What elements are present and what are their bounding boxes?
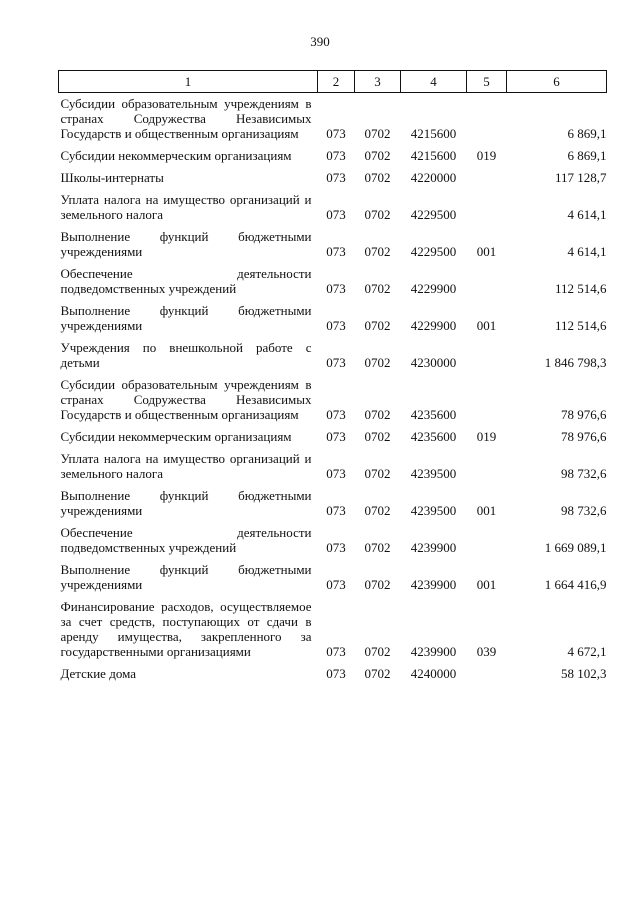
row-name: Выполнение функций бюджетными учреждениями <box>60 562 312 592</box>
article-code: 4239900 <box>410 540 457 555</box>
header-row <box>59 71 607 93</box>
column-header-5: 5 <box>467 71 507 93</box>
section-code: 0702 <box>364 126 391 141</box>
ministry-code: 073 <box>326 429 346 444</box>
row-name: Выполнение функций бюджетными учреждениями <box>60 303 312 333</box>
amount: 58 102,3 <box>561 666 607 681</box>
ministry-code: 073 <box>326 466 346 481</box>
article-code: 4229900 <box>410 318 457 333</box>
ministry-code: 073 <box>326 540 346 555</box>
section-code: 0702 <box>364 244 391 259</box>
expense-type-code <box>467 189 507 226</box>
ministry-code: 073 <box>326 355 346 370</box>
ministry-code: 073 <box>326 170 346 185</box>
row-name: Обеспечение деятельности подведомственных учреждений <box>60 266 312 296</box>
article-code: 4240000 <box>410 666 457 681</box>
article-code: 4229500 <box>410 244 457 259</box>
ministry-code: 073 <box>326 577 346 592</box>
amount: 4 672,1 <box>567 644 607 659</box>
article-code: 4239900 <box>410 644 457 659</box>
expense-type-code: 001 <box>476 577 497 592</box>
amount: 4 614,1 <box>567 207 607 222</box>
budget-table <box>58 70 607 685</box>
column-header-1: 1 <box>59 71 318 93</box>
column-header-2: 2 <box>318 71 355 93</box>
row-name: Выполнение функций бюджетными учреждениями <box>60 488 312 518</box>
section-code: 0702 <box>364 318 391 333</box>
article-code: 4215600 <box>410 148 457 163</box>
expense-type-code: 001 <box>476 244 497 259</box>
column-header-3: 3 <box>355 71 401 93</box>
article-code: 4239900 <box>410 577 457 592</box>
table-row <box>59 448 607 485</box>
expense-type-code: 019 <box>476 148 497 163</box>
section-code: 0702 <box>364 207 391 222</box>
amount: 78 976,6 <box>561 429 607 444</box>
table-row <box>59 522 607 559</box>
row-name: Уплата налога на имущество организаций и земельного налога <box>60 192 312 222</box>
ministry-code: 073 <box>326 666 346 681</box>
table-row <box>59 426 607 448</box>
amount: 6 869,1 <box>567 126 607 141</box>
row-name: Школы-интернаты <box>60 170 164 185</box>
expense-type-code: 019 <box>476 429 497 444</box>
table-row <box>59 596 607 663</box>
expense-type-code: 001 <box>476 503 497 518</box>
article-code: 4220000 <box>410 170 457 185</box>
row-name: Уплата налога на имущество организаций и земельного налога <box>60 451 312 481</box>
section-code: 0702 <box>364 466 391 481</box>
expense-type-code <box>467 263 507 300</box>
article-code: 4239500 <box>410 466 457 481</box>
page-number: 390 <box>310 34 330 49</box>
article-code: 4215600 <box>410 126 457 141</box>
table-row <box>59 263 607 300</box>
ministry-code: 073 <box>326 281 346 296</box>
row-name: Обеспечение деятельности подведомственных учреждений <box>60 525 312 555</box>
amount: 112 514,6 <box>554 318 607 333</box>
amount: 112 514,6 <box>554 281 607 296</box>
section-code: 0702 <box>364 429 391 444</box>
section-code: 0702 <box>364 355 391 370</box>
table-row <box>59 663 607 685</box>
table-row <box>59 559 607 596</box>
column-header-4: 4 <box>401 71 467 93</box>
table-row <box>59 300 607 337</box>
ministry-code: 073 <box>326 503 346 518</box>
amount: 78 976,6 <box>561 407 607 422</box>
table-row <box>59 374 607 426</box>
table-row <box>59 337 607 374</box>
expense-type-code: 039 <box>476 644 497 659</box>
section-code: 0702 <box>364 666 391 681</box>
row-name: Субсидии некоммерческим организациям <box>60 148 292 163</box>
ministry-code: 073 <box>326 148 346 163</box>
ministry-code: 073 <box>326 318 346 333</box>
amount: 4 614,1 <box>567 244 607 259</box>
ministry-code: 073 <box>326 244 346 259</box>
section-code: 0702 <box>364 644 391 659</box>
expense-type-code <box>467 374 507 426</box>
section-code: 0702 <box>364 540 391 555</box>
section-code: 0702 <box>364 281 391 296</box>
table-row <box>59 167 607 189</box>
section-code: 0702 <box>364 407 391 422</box>
table-body <box>59 93 607 686</box>
row-name: Финансирование расходов, осуществляемое за счет средств, поступающих от сдачи в аренду имущества, закрепленного за государственными организациями <box>60 599 312 659</box>
ministry-code: 073 <box>326 407 346 422</box>
row-name: Детские дома <box>60 666 136 681</box>
article-code: 4239500 <box>410 503 457 518</box>
expense-type-code <box>467 448 507 485</box>
ministry-code: 073 <box>326 644 346 659</box>
expense-type-code <box>467 337 507 374</box>
expense-type-code <box>467 93 507 146</box>
table-row <box>59 189 607 226</box>
row-name: Субсидии образовательным учреждениям в странах Содружества Независимых Государств и общественным организациям <box>60 377 312 422</box>
table-row <box>59 93 607 146</box>
expense-type-code: 001 <box>476 318 497 333</box>
article-code: 4229500 <box>410 207 457 222</box>
amount: 98 732,6 <box>561 503 607 518</box>
article-code: 4235600 <box>410 407 457 422</box>
section-code: 0702 <box>364 577 391 592</box>
ministry-code: 073 <box>326 207 346 222</box>
row-name: Субсидии образовательным учреждениям в странах Содружества Независимых Государств и общественным организациям <box>60 96 312 141</box>
amount: 98 732,6 <box>561 466 607 481</box>
amount: 6 869,1 <box>567 148 607 163</box>
section-code: 0702 <box>364 503 391 518</box>
table-row <box>59 485 607 522</box>
ministry-code: 073 <box>326 126 346 141</box>
section-code: 0702 <box>364 170 391 185</box>
section-code: 0702 <box>364 148 391 163</box>
row-name: Субсидии некоммерческим организациям <box>60 429 292 444</box>
article-code: 4235600 <box>410 429 457 444</box>
table-row <box>59 226 607 263</box>
column-header-6: 6 <box>507 71 607 93</box>
table-row <box>59 145 607 167</box>
row-name: Выполнение функций бюджетными учреждениями <box>60 229 312 259</box>
amount: 1 669 089,1 <box>544 540 607 555</box>
expense-type-code <box>467 663 507 685</box>
amount: 1 846 798,3 <box>544 355 607 370</box>
amount: 1 664 416,9 <box>544 577 607 592</box>
expense-type-code <box>467 522 507 559</box>
article-code: 4230000 <box>410 355 457 370</box>
article-code: 4229900 <box>410 281 457 296</box>
row-name: Учреждения по внешкольной работе с детьми <box>60 340 312 370</box>
amount: 117 128,7 <box>554 170 607 185</box>
expense-type-code <box>467 167 507 189</box>
